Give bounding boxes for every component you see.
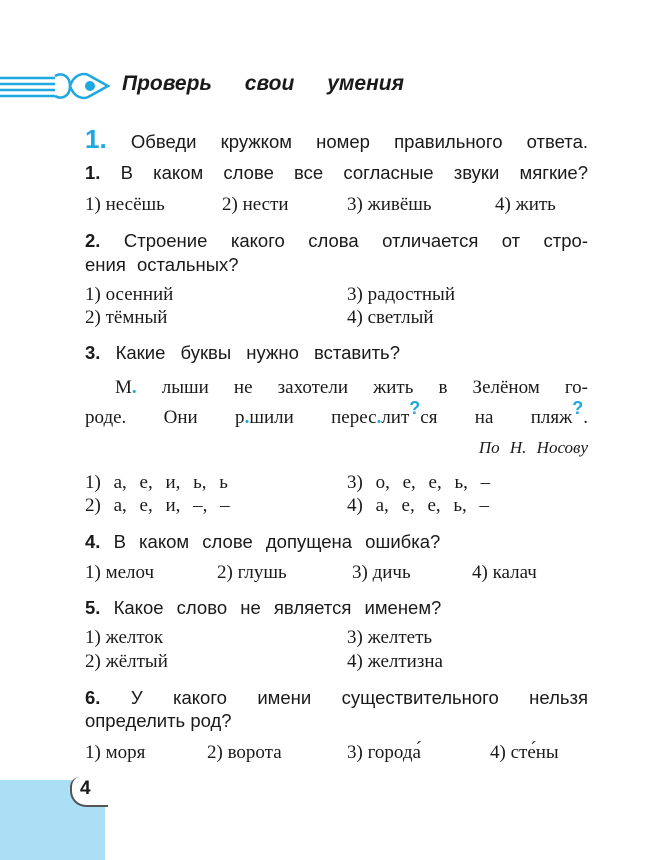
question-text: определить род? [85, 710, 232, 731]
option: 4) светлый [347, 307, 434, 328]
question-number: 4. [85, 531, 101, 552]
option: 3) о, е, е, ь, – [347, 472, 491, 493]
task-number: 1. [85, 124, 107, 154]
option: 1) мелоч [85, 562, 155, 583]
option: 2) ворота [207, 742, 282, 763]
option: 3) города́ [347, 742, 421, 763]
option: 2) жёлтый [85, 651, 168, 672]
blank-marker: . [131, 377, 137, 398]
question-marker: ? [409, 398, 421, 418]
page-number: 4 [80, 778, 91, 799]
question-4 [85, 531, 588, 553]
question-text: Строение какого слова отличается от стро- [123, 230, 588, 251]
question-1 [85, 162, 588, 184]
text-fragment: лит [381, 407, 410, 428]
text-fragment: М [115, 377, 132, 398]
question-marker: ? [572, 398, 584, 418]
option: 2) глушь [217, 562, 287, 583]
option: 4) желтизна [347, 651, 443, 672]
exercise-text-line [85, 398, 588, 429]
question-text: В каком слове все согласные звуки мягкие? [120, 162, 589, 183]
option: 1) моря [85, 742, 146, 763]
option: 2) а, е, и, –, – [85, 495, 230, 516]
option: 3) дичь [352, 562, 411, 583]
question-3 [85, 342, 588, 364]
question-5 [85, 597, 588, 619]
option: 2) тёмный [85, 307, 168, 328]
question-2 [85, 230, 588, 252]
question-number: 1. [85, 162, 101, 183]
text-fragment: лыши не захотели жить в Зелёном го- [161, 377, 588, 398]
question-number: 2. [85, 230, 101, 251]
blank-marker: . [244, 407, 250, 428]
option: 3) живёшь [347, 194, 432, 215]
section-title: Проверь свои умения [122, 72, 404, 95]
blank-marker: . [376, 407, 382, 428]
question-text: В каком слове допущена ошибка? [113, 531, 441, 552]
question-6 [85, 687, 588, 709]
instruction-text: Обведи кружком номер правильного ответа. [130, 131, 589, 152]
question-text: У какого имени существительного нельзя [130, 687, 589, 708]
option: 4) сте́ны [490, 742, 559, 763]
option: 1) несёшь [85, 194, 165, 215]
option: 1) желток [85, 627, 164, 648]
option: 4) калач [472, 562, 537, 583]
option: 4) а, е, е, ь, – [347, 495, 490, 516]
question-text: Какие буквы нужно вставить? [115, 342, 400, 363]
option: 3) желтеть [347, 627, 433, 648]
exercise-text-line [115, 377, 588, 399]
text-fragment: ся на пляж [420, 407, 573, 428]
option: 2) нести [222, 194, 289, 215]
question-text: ения остальных? [85, 254, 239, 275]
text-source: По Н. Носову [478, 438, 588, 457]
question-text: Какое слово не является именем? [113, 597, 442, 618]
text-fragment: роде. Они р [85, 407, 245, 428]
option: 1) осенний [85, 284, 174, 305]
question-number: 5. [85, 597, 101, 618]
text-fragment: . [583, 407, 588, 428]
option: 1) а, е, и, ь, ь [85, 472, 228, 493]
option: 3) радостный [347, 284, 455, 305]
task-instruction [85, 124, 588, 155]
question-number: 3. [85, 342, 101, 363]
text-fragment: шили перес [249, 407, 377, 428]
pencil-icon [0, 70, 112, 102]
question-number: 6. [85, 687, 101, 708]
option: 4) жить [495, 194, 556, 215]
